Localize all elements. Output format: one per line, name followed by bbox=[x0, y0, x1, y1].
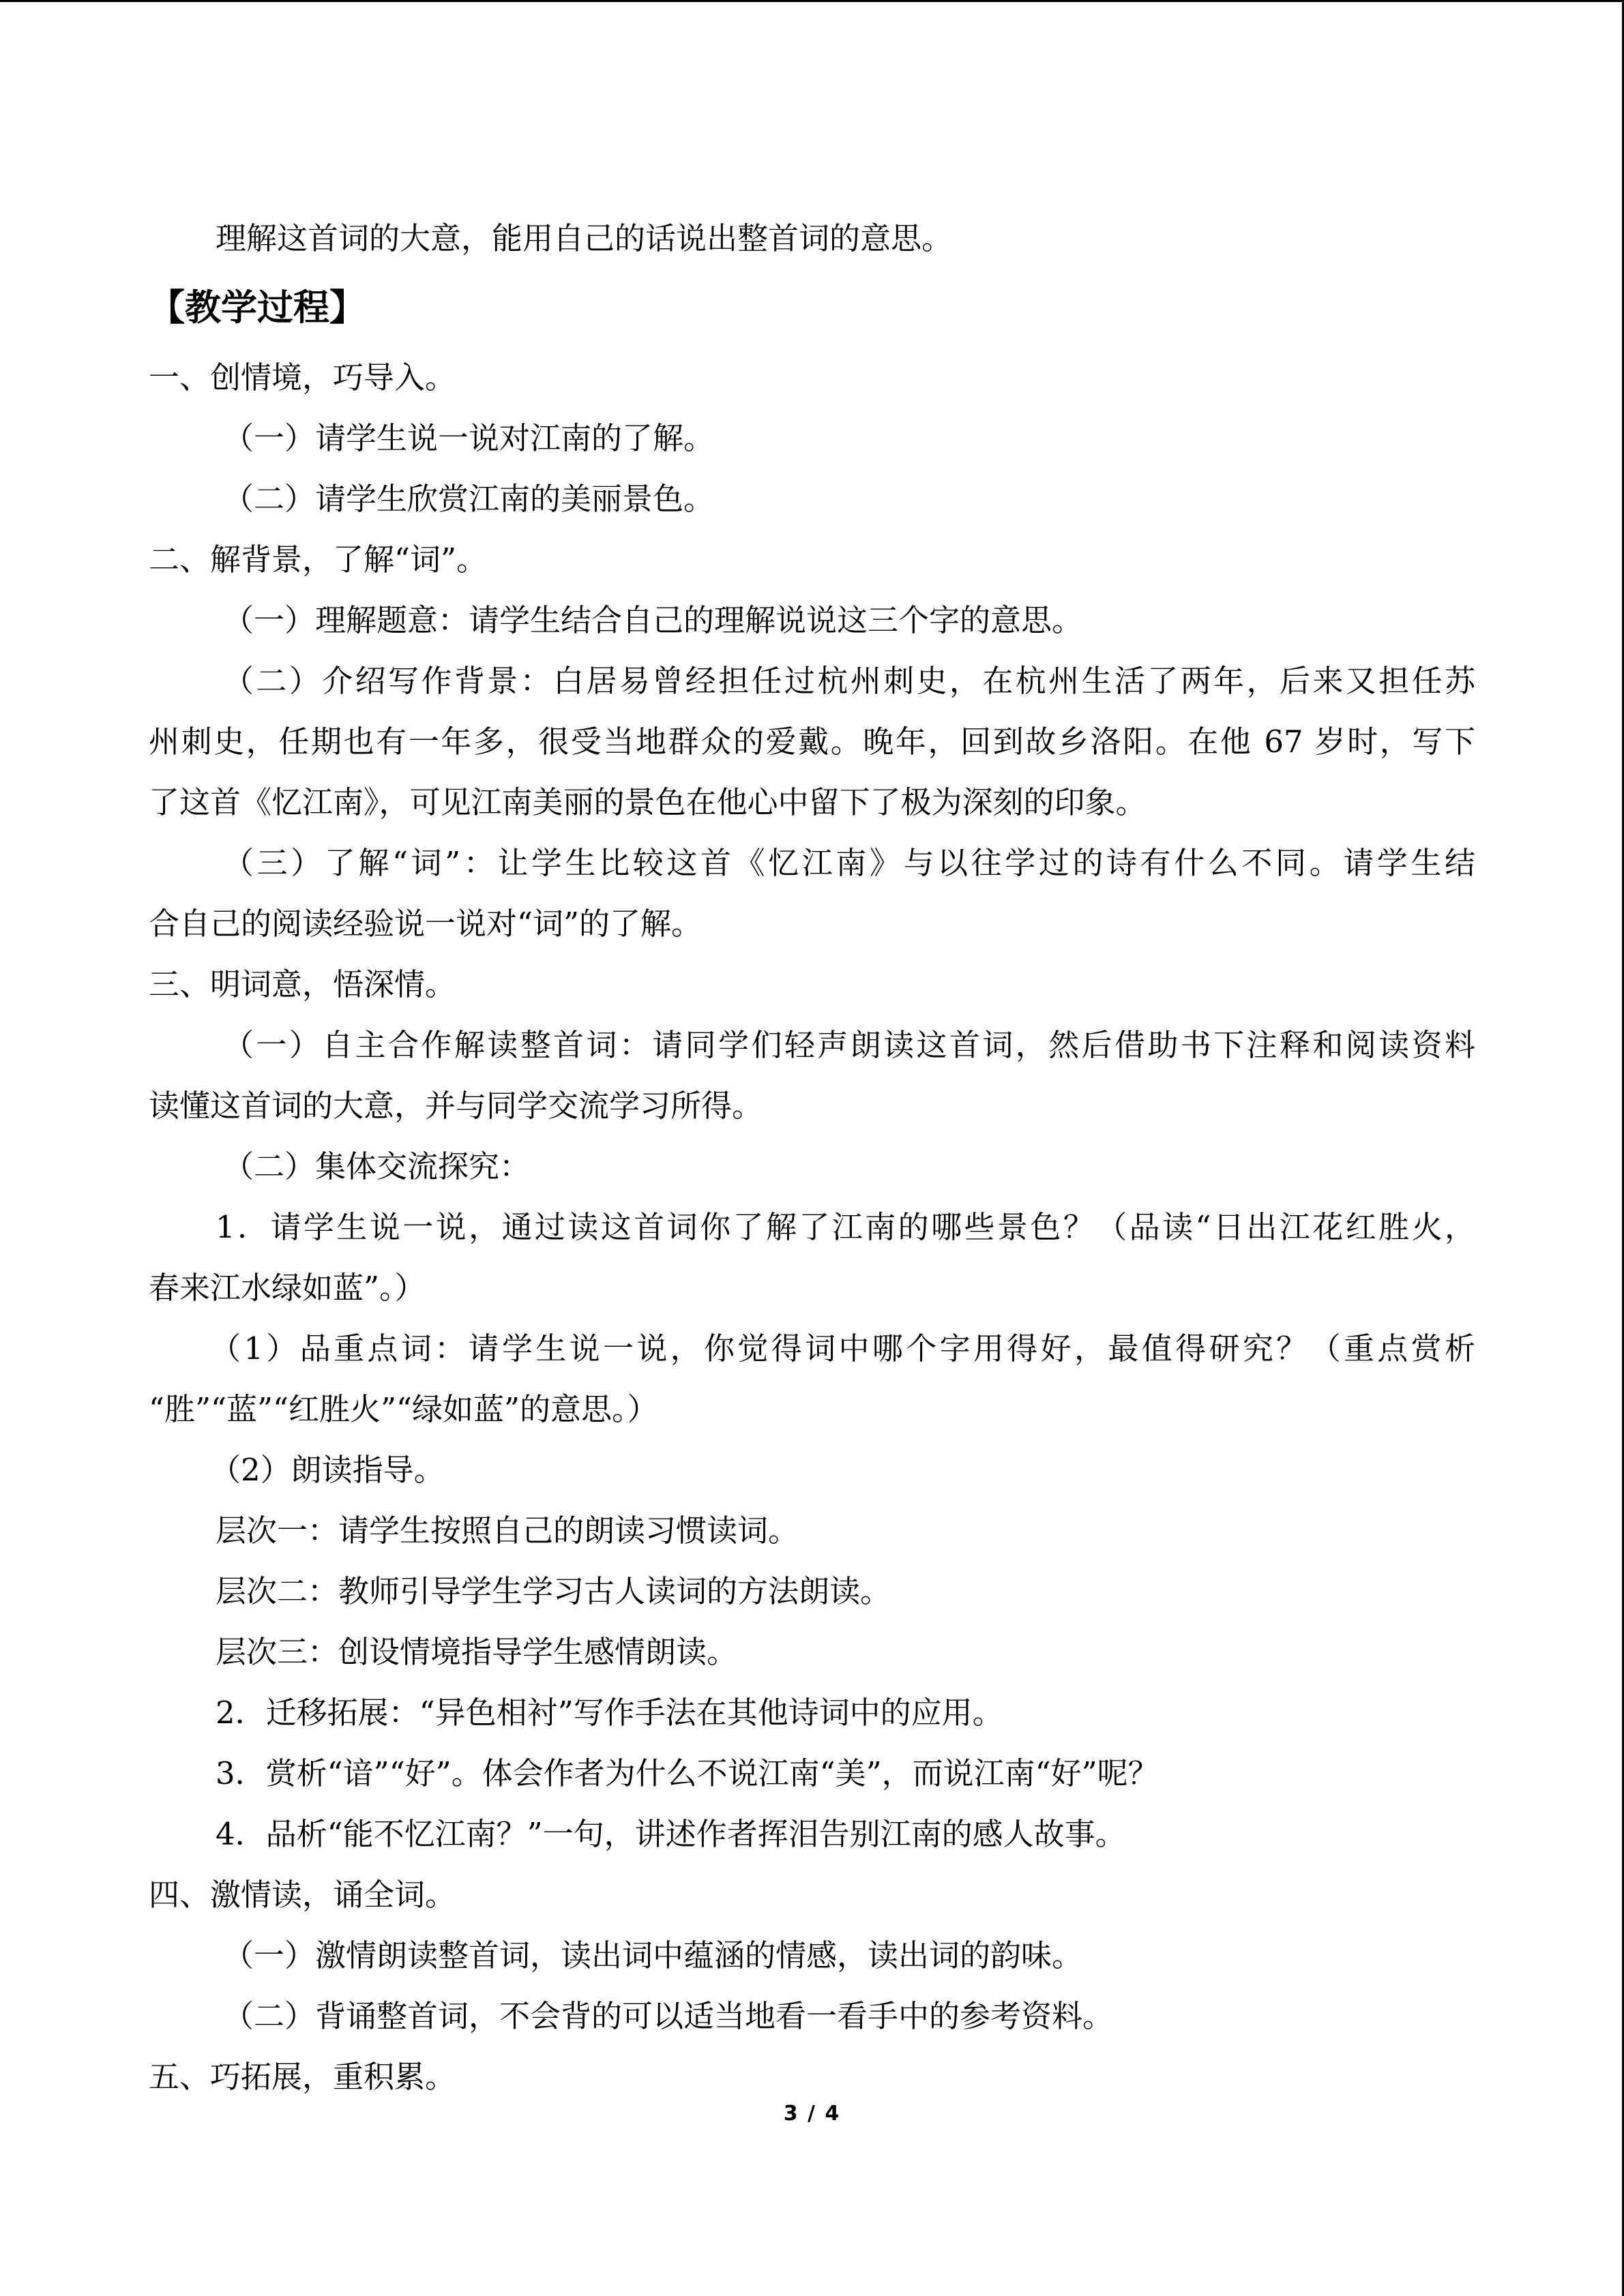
section-title: 一、创情境，巧导入。 bbox=[149, 359, 456, 396]
paragraph-line: 读懂这首词的大意，并与同学交流学习所得。 bbox=[149, 1088, 763, 1124]
paragraph-line: 合自己的阅读经验说一说对“词”的了解。 bbox=[149, 906, 703, 942]
paragraph-line: 州刺史，任期也有一年多，很受当地群众的爱戴。晚年，回到故乡洛阳。在他 67 岁时，写下 bbox=[149, 724, 1475, 760]
list-item: （2）朗读指导。 bbox=[210, 1452, 445, 1488]
paragraph-line: 层次一：请学生按照自己的朗读习惯读词。 bbox=[216, 1512, 799, 1549]
list-item: 1．请学生说一说，通过读这首词你了解了江南的哪些景色？（品读“日出江花红胜火， bbox=[216, 1209, 1475, 1245]
list-item: 3．赏析“谙”“好”。体会作者为什么不说江南“美”，而说江南“好”呢？ bbox=[216, 1755, 1159, 1791]
list-item: （二）介绍写作背景：白居易曾经担任过杭州刺史，在杭州生活了两年，后来又担任苏 bbox=[223, 663, 1475, 699]
list-item: （一）激情朗读整首词，读出词中蕴涵的情感，读出词的韵味。 bbox=[223, 1937, 1083, 1973]
list-item: 4．品析“能不忆江南？”一句，讲述作者挥泪告别江南的感人故事。 bbox=[216, 1816, 1126, 1852]
section-title: 五、巧拓展，重积累。 bbox=[149, 2059, 456, 2095]
paragraph-line: 理解这首词的大意，能用自己的话说出整首词的意思。 bbox=[216, 220, 953, 256]
section-title: 二、解背景，了解“词”。 bbox=[149, 541, 488, 578]
list-item: （一）请学生说一说对江南的了解。 bbox=[223, 420, 715, 456]
list-item: （一）自主合作解读整首词：请同学们轻声朗读这首词，然后借助书下注释和阅读资料 bbox=[223, 1027, 1475, 1063]
list-item: （1）品重点词：请学生说一说，你觉得词中哪个字用得好，最值得研究？（重点赏析 bbox=[210, 1330, 1475, 1367]
page-number: 3 / 4 bbox=[783, 2102, 841, 2126]
paragraph-line: 了这首《忆江南》，可见江南美丽的景色在他心中留下了极为深刻的印象。 bbox=[149, 784, 1147, 820]
section-heading: 【教学过程】 bbox=[149, 287, 366, 329]
list-item: （二）背诵整首词，不会背的可以适当地看一看手中的参考资料。 bbox=[223, 1998, 1114, 2034]
paragraph-line: “胜”“蓝”“红胜火”“绿如蓝”的意思。） bbox=[149, 1391, 658, 1427]
paragraph-line: 层次二：教师引导学生学习古人读词的方法朗读。 bbox=[216, 1573, 891, 1609]
paragraph-line: 春来江水绿如蓝”。） bbox=[149, 1270, 426, 1306]
list-item: 2．迁移拓展：“异色相衬”写作手法在其他诗词中的应用。 bbox=[216, 1695, 1003, 1731]
document-body bbox=[149, 208, 1475, 2107]
list-item: （一）理解题意：请学生结合自己的理解说说这三个字的意思。 bbox=[223, 602, 1083, 638]
list-item: （三）了解“词”：让学生比较这首《忆江南》与以往学过的诗有什么不同。请学生结 bbox=[223, 845, 1475, 881]
section-title: 四、激情读，诵全词。 bbox=[149, 1877, 456, 1913]
paragraph-line: 层次三：创设情境指导学生感情朗读。 bbox=[216, 1634, 738, 1670]
list-item: （二）集体交流探究： bbox=[223, 1148, 531, 1184]
section-title: 三、明词意，悟深情。 bbox=[149, 966, 456, 1002]
list-item: （二）请学生欣赏江南的美丽景色。 bbox=[223, 481, 715, 517]
